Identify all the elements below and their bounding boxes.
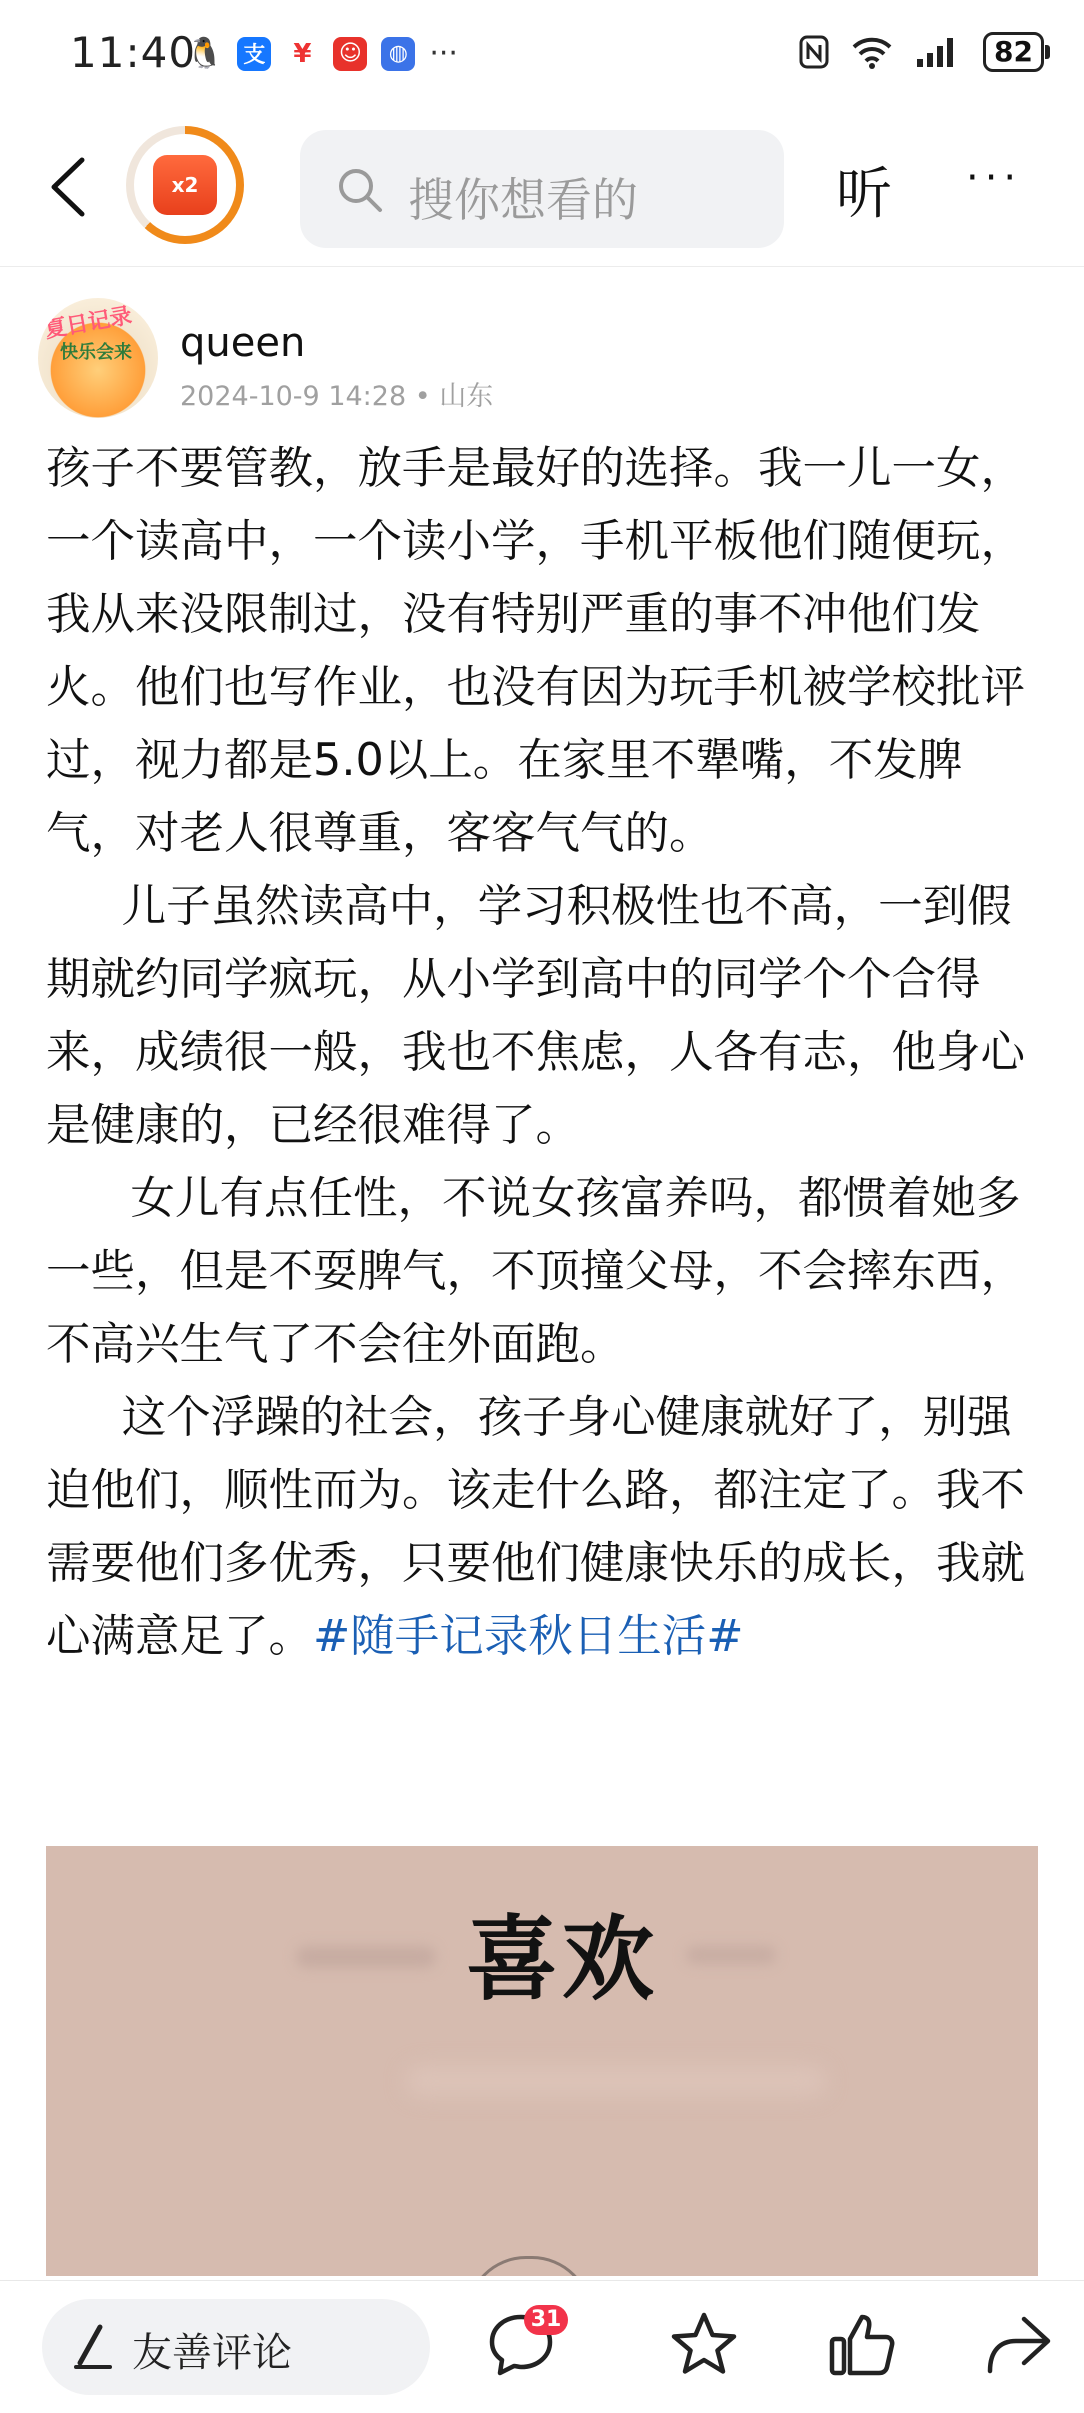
favorite-button[interactable] <box>668 2309 748 2389</box>
post-meta: 2024-10-9 14:28 • 山东 <box>180 381 494 412</box>
more-notifications-icon: ··· <box>429 36 458 71</box>
chevron-left-icon <box>40 152 100 222</box>
hashtag-link[interactable]: #随手记录秋日生活# <box>313 1611 744 1662</box>
signal-icon <box>915 35 961 69</box>
post-paragraph-text: 这个浮躁的社会，孩子身心健康就好了，别强迫他们，顺性而为。该走什么路，都注定了。我不需要他们多优秀，只要他们健康快乐的成长，我就心满意足了。 <box>46 1392 1026 1662</box>
author-header <box>38 298 1038 428</box>
like-button[interactable] <box>826 2309 906 2389</box>
status-app-icons <box>186 36 458 71</box>
top-nav <box>0 110 1084 267</box>
red-packet-icon: x2 <box>153 155 217 215</box>
yen-icon: ¥ <box>285 37 319 71</box>
status-bar <box>0 0 1084 110</box>
search-input[interactable] <box>300 130 784 248</box>
comment-input[interactable] <box>42 2299 430 2395</box>
share-button[interactable] <box>982 2309 1062 2389</box>
status-right <box>799 32 1044 72</box>
more-options-button[interactable]: ··· <box>966 155 1023 201</box>
comment-count-badge: 31 <box>524 2305 568 2335</box>
pen-icon <box>70 2323 114 2371</box>
alipay-icon: 支 <box>237 37 271 71</box>
image-caption-word: 喜欢 <box>466 1905 659 2013</box>
globe-icon: ◍ <box>381 37 415 71</box>
post-image[interactable] <box>46 1846 1038 2276</box>
comment-placeholder: 友善评论 <box>132 2330 292 2376</box>
penguin-icon: 🐧 <box>186 36 224 71</box>
listen-button[interactable]: 听 <box>836 162 892 227</box>
battery-indicator: 82 <box>983 32 1044 72</box>
post-body <box>46 432 1040 1673</box>
avatar-art: 夏日记录 <box>42 303 134 344</box>
status-time: 11:40 <box>70 28 197 77</box>
author-name[interactable]: queen <box>180 320 306 366</box>
post-paragraph: 孩子不要管教，放手是最好的选择。我一儿一女，一个读高中，一个读小学，手机平板他们随便玩，我从来没限制过，没有特别严重的事不冲他们发火。他们也写作业，也没有因为玩手机被学校批评过，视力都是5.0以上。在家里不犟嘴，不发脾气，对老人很尊重，客客气气的。 <box>46 443 1026 859</box>
avatar[interactable]: 夏日记录 快乐会来 <box>38 298 158 418</box>
post-paragraph: 女儿有点任性，不说女孩富养吗，都惯着她多一些，但是不耍脾气，不顶撞父母，不会摔东西，不高兴生气了不会往外面跑。 <box>46 1173 1026 1370</box>
bottom-action-bar <box>0 2280 1084 2413</box>
red-app-icon: ☺ <box>333 37 367 71</box>
search-placeholder: 搜你想看的 <box>408 173 638 227</box>
share-arrow-icon <box>982 2309 1054 2381</box>
star-icon <box>668 2309 740 2381</box>
nfc-icon <box>799 35 829 69</box>
reward-coin-button[interactable] <box>126 126 244 244</box>
post-paragraph: 儿子虽然读高中，学习积极性也不高，一到假期就约同学疯玩，从小学到高中的同学个个合得来，成绩很一般，我也不焦虑，人各有志，他身心是健康的，已经很难得了。 <box>46 881 1026 1151</box>
back-button[interactable] <box>40 152 100 222</box>
post-paragraph <box>46 1381 1040 1673</box>
wifi-icon <box>851 35 893 69</box>
comments-button[interactable] <box>486 2309 566 2389</box>
thumbs-up-icon <box>826 2309 898 2381</box>
search-icon <box>336 166 384 214</box>
